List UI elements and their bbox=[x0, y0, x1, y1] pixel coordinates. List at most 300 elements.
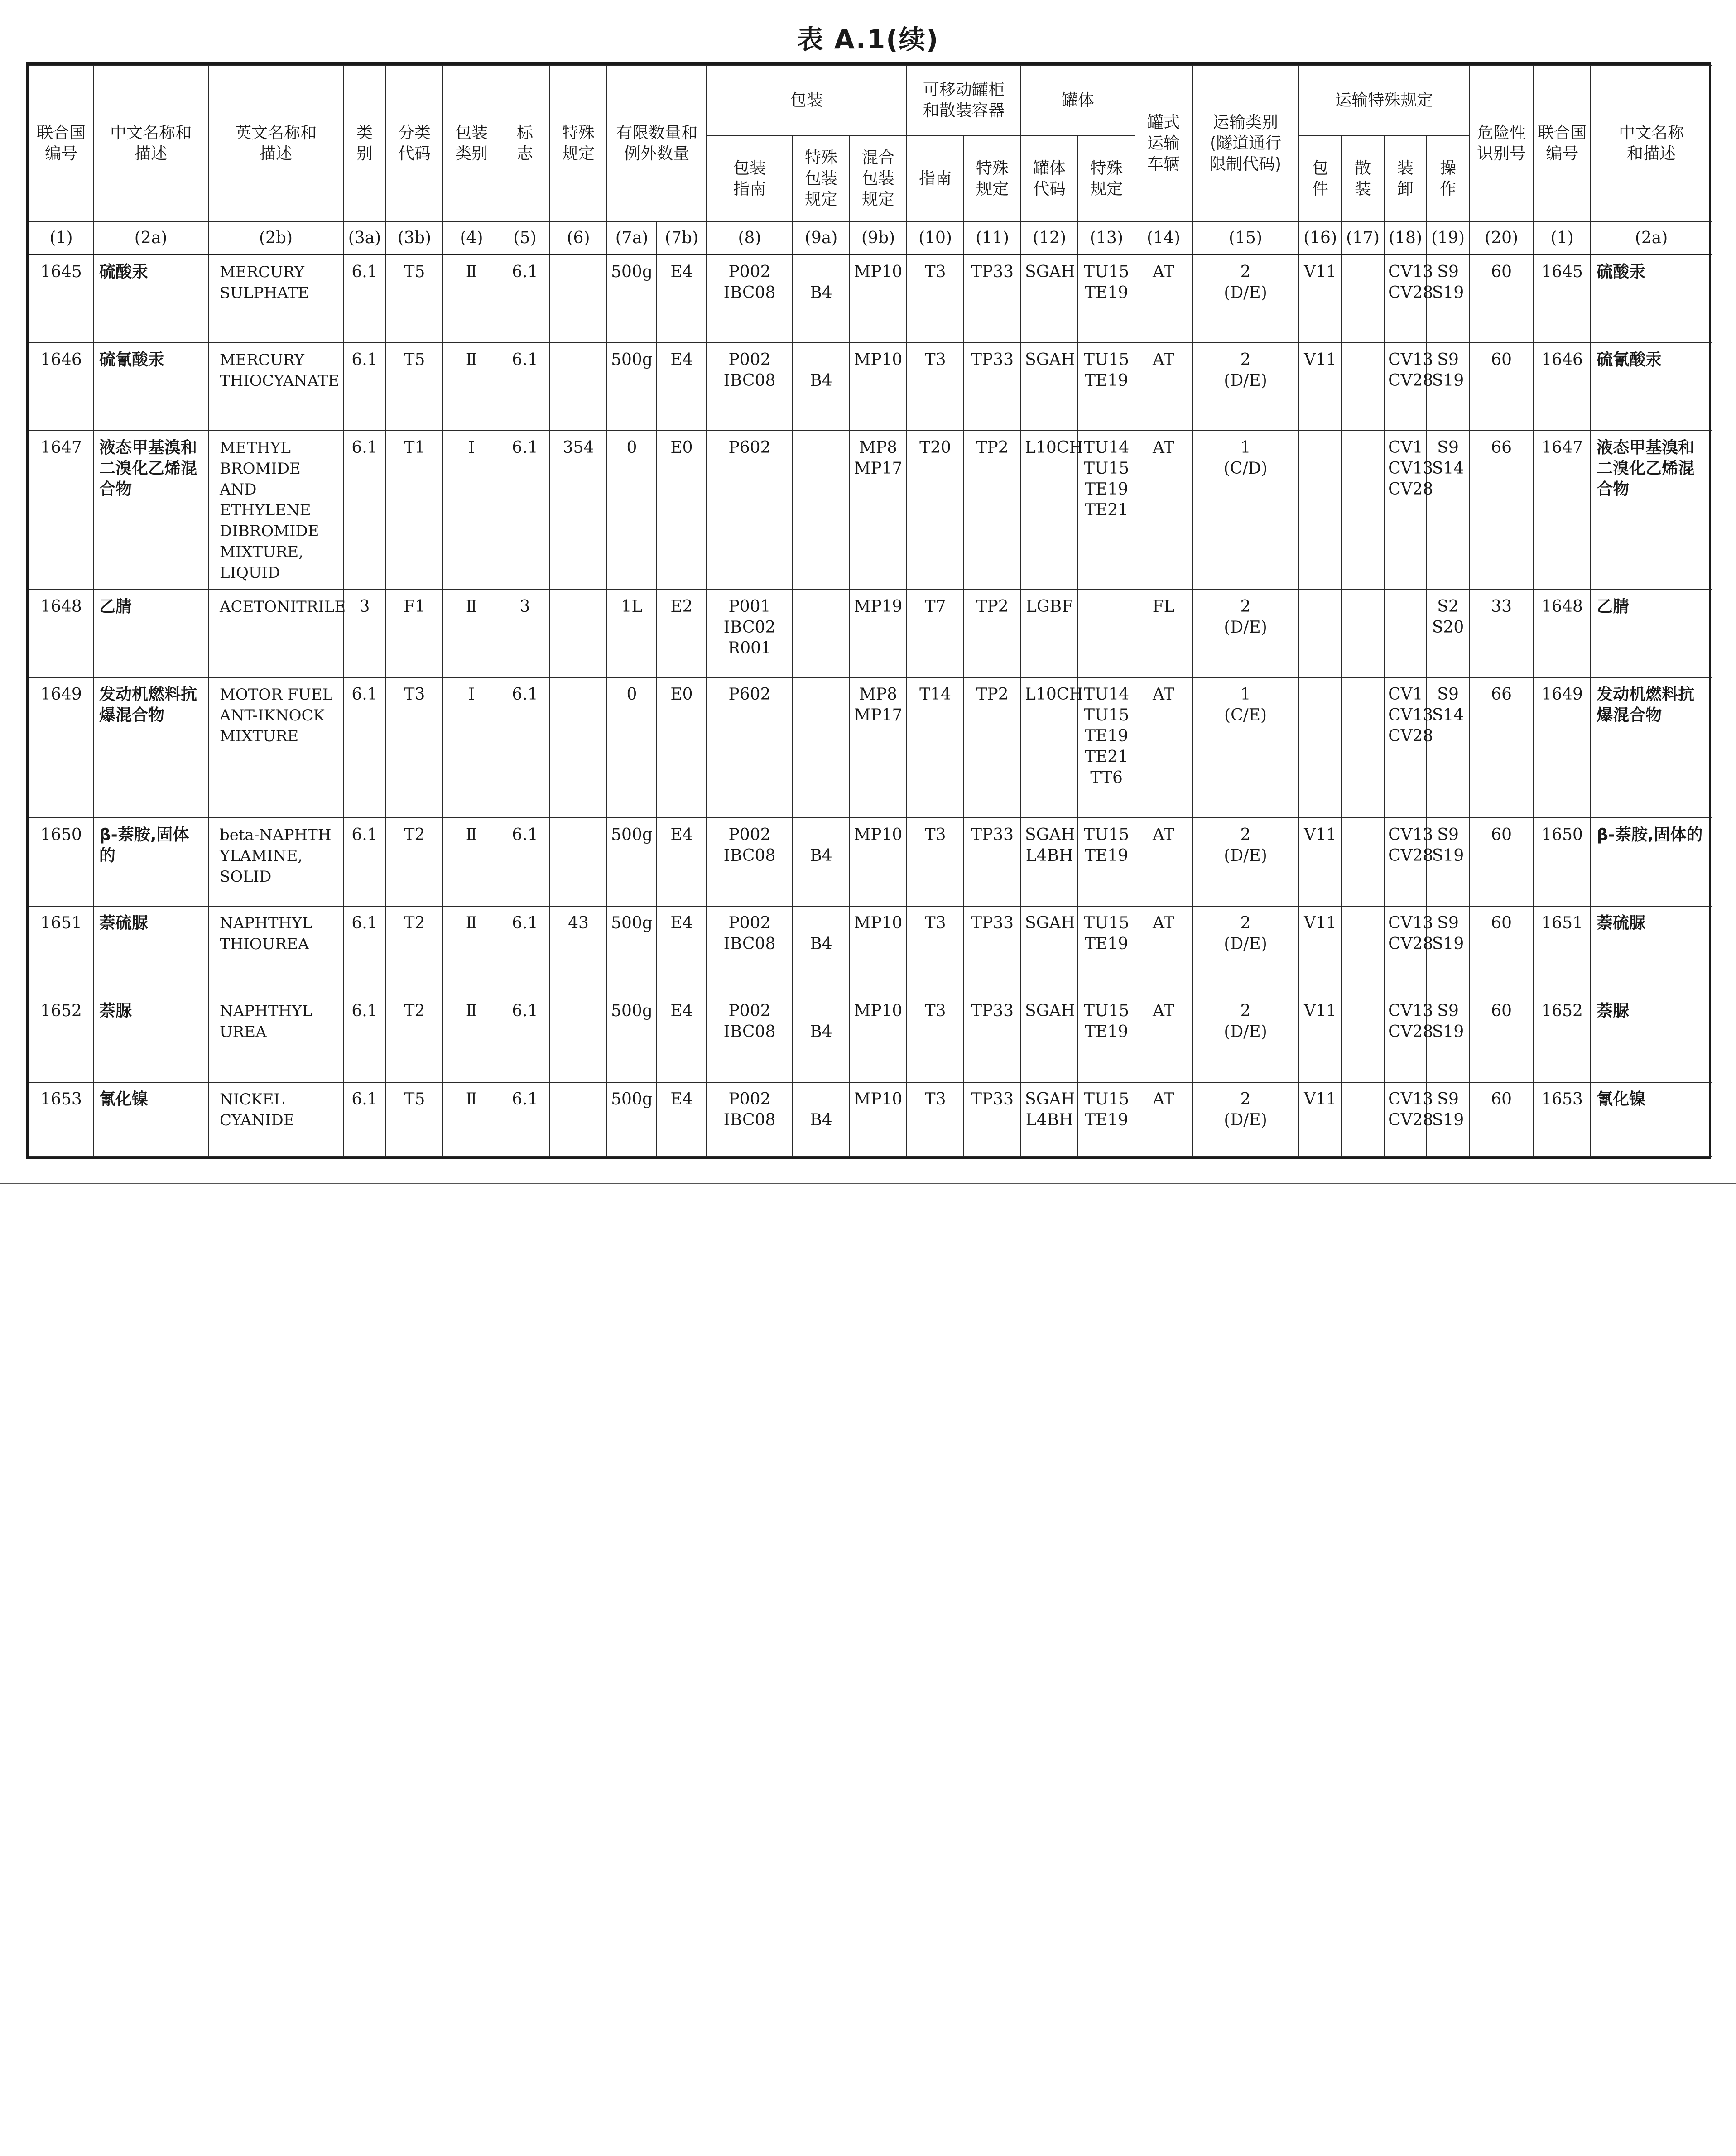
table-cell-c19: S9 S19 bbox=[1427, 343, 1469, 431]
table-cell-c4: Ⅱ bbox=[443, 818, 500, 906]
table-cell-c20: 60 bbox=[1469, 818, 1534, 906]
column-number: (10) bbox=[907, 222, 964, 254]
table-cell-en: NICKEL CYANIDE bbox=[208, 1082, 343, 1157]
table-cell-c3a: 3 bbox=[343, 590, 386, 678]
header-portable-instructions: 指南 bbox=[907, 136, 964, 222]
table-cell-c18 bbox=[1384, 590, 1427, 678]
table-cell-un-r: 1653 bbox=[1534, 1082, 1591, 1157]
header-operation: 操 作 bbox=[1427, 136, 1469, 222]
table-cell-c9a: B4 bbox=[793, 906, 850, 994]
table-cell-c16: V11 bbox=[1299, 818, 1342, 906]
table-cell-en: NAPHTHYL THIOUREA bbox=[208, 906, 343, 994]
table-row bbox=[29, 254, 1712, 343]
table-cell-c7a: 500g bbox=[607, 254, 657, 343]
table-cell-c12: SGAH L4BH bbox=[1021, 818, 1078, 906]
table-cell-un-r: 1646 bbox=[1534, 343, 1591, 431]
header-transport-category: 运输类别 (隧道通行 限制代码) bbox=[1192, 65, 1299, 222]
table-cell-c13: TU15 TE19 bbox=[1078, 818, 1135, 906]
table-cell-c7b: E0 bbox=[657, 677, 707, 818]
table-cell-c7a: 500g bbox=[607, 906, 657, 994]
column-number: (18) bbox=[1384, 222, 1427, 254]
column-number: (7b) bbox=[657, 222, 707, 254]
table-cell-c8: P002 IBC08 bbox=[707, 1082, 793, 1157]
table-cell-c20: 60 bbox=[1469, 254, 1534, 343]
table-cell-c6: 354 bbox=[550, 431, 607, 590]
table-cell-c3a: 6.1 bbox=[343, 677, 386, 818]
table-cell-c20: 33 bbox=[1469, 590, 1534, 678]
table-cell-cn-r: β-萘胺,固体的 bbox=[1591, 818, 1712, 906]
column-number: (11) bbox=[964, 222, 1021, 254]
table-cell-en: MERCURY THIOCYANATE bbox=[208, 343, 343, 431]
table-cell-c6 bbox=[550, 590, 607, 678]
table-cell-cn-r: 萘硫脲 bbox=[1591, 906, 1712, 994]
table-cell-cn-r: 萘脲 bbox=[1591, 994, 1712, 1082]
table-cell-c7b: E4 bbox=[657, 818, 707, 906]
table-cell-c15: 2 (D/E) bbox=[1192, 590, 1299, 678]
column-number: (4) bbox=[443, 222, 500, 254]
column-number: (1) bbox=[29, 222, 93, 254]
column-number: (3b) bbox=[386, 222, 443, 254]
column-number: (2a) bbox=[93, 222, 208, 254]
table-cell-c3b: T2 bbox=[386, 994, 443, 1082]
header-limited-quantities: 有限数量和 例外数量 bbox=[607, 65, 707, 222]
table-cell-un-r: 1648 bbox=[1534, 590, 1591, 678]
table-cell-c17 bbox=[1342, 343, 1384, 431]
header-class: 类 别 bbox=[343, 65, 386, 222]
table-cell-c3a: 6.1 bbox=[343, 254, 386, 343]
header-portable-tanks: 可移动罐柜 和散装容器 bbox=[907, 65, 1021, 136]
table-cell-c12: SGAH bbox=[1021, 343, 1078, 431]
table-cell-c19: S9 S19 bbox=[1427, 818, 1469, 906]
table-cell-c9a: B4 bbox=[793, 254, 850, 343]
table-cell-c9b: MP8 MP17 bbox=[850, 431, 907, 590]
table-cell-c11: TP2 bbox=[964, 590, 1021, 678]
table-cell-c13: TU15 TE19 bbox=[1078, 1082, 1135, 1157]
column-number: (2b) bbox=[208, 222, 343, 254]
column-number: (9b) bbox=[850, 222, 907, 254]
table-cell-c14: FL bbox=[1135, 590, 1192, 678]
table-cell-en: MERCURY SULPHATE bbox=[208, 254, 343, 343]
table-cell-c3a: 6.1 bbox=[343, 994, 386, 1082]
table-cell-un: 1648 bbox=[29, 590, 93, 678]
table-cell-c10: T7 bbox=[907, 590, 964, 678]
table-cell-cn: 硫氰酸汞 bbox=[93, 343, 208, 431]
table-cell-cn-r: 乙腈 bbox=[1591, 590, 1712, 678]
table-cell-c5: 6.1 bbox=[500, 1082, 550, 1157]
table-cell-cn: 萘硫脲 bbox=[93, 906, 208, 994]
table-cell-cn-r: 硫氰酸汞 bbox=[1591, 343, 1712, 431]
table-cell-un-r: 1647 bbox=[1534, 431, 1591, 590]
table-cell-c15: 1 (C/E) bbox=[1192, 677, 1299, 818]
table-cell-c20: 60 bbox=[1469, 906, 1534, 994]
table-cell-c13: TU14 TU15 TE19 TE21 TT6 bbox=[1078, 677, 1135, 818]
table-cell-c16 bbox=[1299, 590, 1342, 678]
table-cell-c11: TP33 bbox=[964, 1082, 1021, 1157]
table-cell-cn-r: 发动机燃料抗爆混合物 bbox=[1591, 677, 1712, 818]
column-number: (12) bbox=[1021, 222, 1078, 254]
table-cell-c9a bbox=[793, 677, 850, 818]
table-cell-c12: SGAH bbox=[1021, 906, 1078, 994]
table-cell-c8: P001 IBC02 R001 bbox=[707, 590, 793, 678]
table-cell-c18: CV13 CV28 bbox=[1384, 994, 1427, 1082]
table-cell-c9b: MP19 bbox=[850, 590, 907, 678]
column-number: (15) bbox=[1192, 222, 1299, 254]
table-cell-c5: 3 bbox=[500, 590, 550, 678]
table-cell-c8: P602 bbox=[707, 677, 793, 818]
table-cell-c19: S9 S19 bbox=[1427, 1082, 1469, 1157]
table-cell-un-r: 1652 bbox=[1534, 994, 1591, 1082]
table-row bbox=[29, 1082, 1712, 1157]
table-cell-c5: 6.1 bbox=[500, 818, 550, 906]
column-number: (19) bbox=[1427, 222, 1469, 254]
column-number: (2a) bbox=[1591, 222, 1712, 254]
table-cell-c16: V11 bbox=[1299, 906, 1342, 994]
table-cell-cn: 萘脲 bbox=[93, 994, 208, 1082]
table-cell-c9a bbox=[793, 431, 850, 590]
table-cell-c10: T3 bbox=[907, 1082, 964, 1157]
table-cell-c17 bbox=[1342, 818, 1384, 906]
table-cell-c15: 2 (D/E) bbox=[1192, 343, 1299, 431]
table-cell-c17 bbox=[1342, 254, 1384, 343]
table-cell-un: 1647 bbox=[29, 431, 93, 590]
column-number: (13) bbox=[1078, 222, 1135, 254]
table-cell-c19: S9 S19 bbox=[1427, 254, 1469, 343]
table-cell-c15: 2 (D/E) bbox=[1192, 1082, 1299, 1157]
table-cell-c20: 60 bbox=[1469, 343, 1534, 431]
table-cell-c15: 2 (D/E) bbox=[1192, 818, 1299, 906]
header-special-packing-provisions: 特殊 包装 规定 bbox=[793, 136, 850, 222]
table-cell-c16 bbox=[1299, 677, 1342, 818]
table-cell-c5: 6.1 bbox=[500, 677, 550, 818]
table-cell-c20: 60 bbox=[1469, 994, 1534, 1082]
table-cell-c4: Ⅰ bbox=[443, 431, 500, 590]
table-cell-en: beta-NAPHTH YLAMINE, SOLID bbox=[208, 818, 343, 906]
table-cell-c18: CV1 CV13 CV28 bbox=[1384, 431, 1427, 590]
header-classification-code: 分类 代码 bbox=[386, 65, 443, 222]
table-cell-c9b: MP10 bbox=[850, 994, 907, 1082]
table-cell-c10: T3 bbox=[907, 906, 964, 994]
header-special-provisions: 特殊 规定 bbox=[550, 65, 607, 222]
table-cell-c3a: 6.1 bbox=[343, 343, 386, 431]
dangerous-goods-table bbox=[29, 65, 1712, 1157]
table-cell-c16 bbox=[1299, 431, 1342, 590]
table-cell-c12: SGAH bbox=[1021, 994, 1078, 1082]
table-cell-c3b: T5 bbox=[386, 343, 443, 431]
table-cell-c7b: E0 bbox=[657, 431, 707, 590]
page-bottom-rule bbox=[0, 1183, 1736, 1184]
table-cell-c8: P002 IBC08 bbox=[707, 254, 793, 343]
header-special-transport-provisions: 运输特殊规定 bbox=[1299, 65, 1469, 136]
table-cell-un-r: 1649 bbox=[1534, 677, 1591, 818]
table-cell-c7b: E4 bbox=[657, 906, 707, 994]
header-packing-group: 包装 类别 bbox=[443, 65, 500, 222]
table-cell-c3a: 6.1 bbox=[343, 818, 386, 906]
table-cell-c13: TU15 TE19 bbox=[1078, 254, 1135, 343]
table-cell-un: 1649 bbox=[29, 677, 93, 818]
table-cell-c17 bbox=[1342, 431, 1384, 590]
header-hazard-id: 危险性 识别号 bbox=[1469, 65, 1534, 222]
table-row bbox=[29, 431, 1712, 590]
table-cell-c7a: 1L bbox=[607, 590, 657, 678]
table-cell-en: NAPHTHYL UREA bbox=[208, 994, 343, 1082]
table-cell-c4: Ⅱ bbox=[443, 906, 500, 994]
table-cell-c14: AT bbox=[1135, 818, 1192, 906]
table-cell-c15: 1 (C/D) bbox=[1192, 431, 1299, 590]
table-cell-c7a: 0 bbox=[607, 431, 657, 590]
table-cell-c10: T3 bbox=[907, 818, 964, 906]
header-packing-instructions: 包装 指南 bbox=[707, 136, 793, 222]
header-packaging-group: 包装 bbox=[707, 65, 907, 136]
header-loading-unloading: 装 卸 bbox=[1384, 136, 1427, 222]
table-cell-c15: 2 (D/E) bbox=[1192, 254, 1299, 343]
table-cell-c12: SGAH L4BH bbox=[1021, 1082, 1078, 1157]
table-cell-c7a: 500g bbox=[607, 1082, 657, 1157]
table-cell-c19: S9 S14 bbox=[1427, 677, 1469, 818]
table-row bbox=[29, 818, 1712, 906]
table-cell-c4: Ⅱ bbox=[443, 994, 500, 1082]
table-row bbox=[29, 994, 1712, 1082]
table-cell-c18: CV13 CV28 bbox=[1384, 906, 1427, 994]
header-chinese-name: 中文名称和 描述 bbox=[93, 65, 208, 222]
table-cell-c8: P002 IBC08 bbox=[707, 818, 793, 906]
table-cell-c14: AT bbox=[1135, 677, 1192, 818]
table-cell-c17 bbox=[1342, 994, 1384, 1082]
table-cell-c13: TU15 TE19 bbox=[1078, 906, 1135, 994]
table-cell-c3b: T2 bbox=[386, 906, 443, 994]
header-un-number: 联合国 编号 bbox=[29, 65, 93, 222]
header-tank-vehicle: 罐式 运输 车辆 bbox=[1135, 65, 1192, 222]
column-number: (6) bbox=[550, 222, 607, 254]
table-cell-c13: TU15 TE19 bbox=[1078, 994, 1135, 1082]
table-cell-c5: 6.1 bbox=[500, 906, 550, 994]
table-cell-c13 bbox=[1078, 590, 1135, 678]
table-cell-cn: β-萘胺,固体的 bbox=[93, 818, 208, 906]
table-cell-c9a: B4 bbox=[793, 994, 850, 1082]
table-cell-un: 1652 bbox=[29, 994, 93, 1082]
table-cell-c15: 2 (D/E) bbox=[1192, 994, 1299, 1082]
table-cell-c16: V11 bbox=[1299, 343, 1342, 431]
table-cell-c9a bbox=[793, 590, 850, 678]
table-row bbox=[29, 677, 1712, 818]
table-cell-c3b: T3 bbox=[386, 677, 443, 818]
table-cell-c19: S9 S19 bbox=[1427, 906, 1469, 994]
table-cell-c8: P002 IBC08 bbox=[707, 906, 793, 994]
table-cell-c6 bbox=[550, 1082, 607, 1157]
table-cell-c7b: E2 bbox=[657, 590, 707, 678]
table-cell-c7a: 500g bbox=[607, 994, 657, 1082]
table-cell-c19: S2 S20 bbox=[1427, 590, 1469, 678]
table-cell-c7b: E4 bbox=[657, 254, 707, 343]
table-cell-c4: Ⅱ bbox=[443, 590, 500, 678]
table-cell-c20: 60 bbox=[1469, 1082, 1534, 1157]
table-cell-c13: TU14 TU15 TE19 TE21 bbox=[1078, 431, 1135, 590]
table-cell-c15: 2 (D/E) bbox=[1192, 906, 1299, 994]
table-cell-en: MOTOR FUEL ANT-IKNOCK MIXTURE bbox=[208, 677, 343, 818]
table-cell-c14: AT bbox=[1135, 994, 1192, 1082]
table-row bbox=[29, 343, 1712, 431]
page-title: 表 A.1(续) bbox=[797, 24, 939, 55]
table-cell-c18: CV13 CV28 bbox=[1384, 818, 1427, 906]
table-cell-c5: 6.1 bbox=[500, 994, 550, 1082]
table-cell-c3b: T1 bbox=[386, 431, 443, 590]
table-cell-c11: TP33 bbox=[964, 818, 1021, 906]
table-cell-c6 bbox=[550, 343, 607, 431]
table-cell-c19: S9 S14 bbox=[1427, 431, 1469, 590]
column-number: (16) bbox=[1299, 222, 1342, 254]
table-cell-c9b: MP10 bbox=[850, 254, 907, 343]
table-cell-c12: L10CH bbox=[1021, 431, 1078, 590]
table-cell-c9a: B4 bbox=[793, 1082, 850, 1157]
table-cell-c10: T3 bbox=[907, 343, 964, 431]
table-cell-c6 bbox=[550, 818, 607, 906]
table-cell-c6 bbox=[550, 994, 607, 1082]
table-cell-c3a: 6.1 bbox=[343, 431, 386, 590]
table-cell-c11: TP33 bbox=[964, 994, 1021, 1082]
header-tank-special-provisions: 特殊 规定 bbox=[1078, 136, 1135, 222]
table-cell-c13: TU15 TE19 bbox=[1078, 343, 1135, 431]
table-cell-cn-r: 氰化镍 bbox=[1591, 1082, 1712, 1157]
table-cell-c12: LGBF bbox=[1021, 590, 1078, 678]
table-cell-c7a: 500g bbox=[607, 343, 657, 431]
table-cell-c11: TP33 bbox=[964, 254, 1021, 343]
table-cell-un: 1653 bbox=[29, 1082, 93, 1157]
table-cell-c3b: T5 bbox=[386, 1082, 443, 1157]
table-cell-c4: Ⅱ bbox=[443, 343, 500, 431]
column-number: (7a) bbox=[607, 222, 657, 254]
table-cell-cn: 液态甲基溴和二溴化乙烯混合物 bbox=[93, 431, 208, 590]
table-cell-cn: 硫酸汞 bbox=[93, 254, 208, 343]
table-cell-c18: CV13 CV28 bbox=[1384, 254, 1427, 343]
table-cell-c8: P002 IBC08 bbox=[707, 994, 793, 1082]
header-tank-code: 罐体 代码 bbox=[1021, 136, 1078, 222]
column-number: (5) bbox=[500, 222, 550, 254]
table-cell-c5: 6.1 bbox=[500, 343, 550, 431]
table-cell-c7b: E4 bbox=[657, 994, 707, 1082]
table-cell-c20: 66 bbox=[1469, 677, 1534, 818]
table-cell-c3b: T5 bbox=[386, 254, 443, 343]
table-cell-c4: Ⅰ bbox=[443, 677, 500, 818]
column-number: (9a) bbox=[793, 222, 850, 254]
table-cell-c8: P002 IBC08 bbox=[707, 343, 793, 431]
table-cell-un-r: 1650 bbox=[1534, 818, 1591, 906]
table-cell-c14: AT bbox=[1135, 254, 1192, 343]
table-cell-c10: T3 bbox=[907, 994, 964, 1082]
table-cell-c7b: E4 bbox=[657, 343, 707, 431]
table-cell-c9a: B4 bbox=[793, 343, 850, 431]
table-cell-c18: CV13 CV28 bbox=[1384, 1082, 1427, 1157]
table-cell-un: 1646 bbox=[29, 343, 93, 431]
table-row bbox=[29, 590, 1712, 678]
table-cell-c18: CV1 CV13 CV28 bbox=[1384, 677, 1427, 818]
table-cell-c11: TP2 bbox=[964, 677, 1021, 818]
column-number: (17) bbox=[1342, 222, 1384, 254]
table-cell-un-r: 1651 bbox=[1534, 906, 1591, 994]
table-cell-c9b: MP10 bbox=[850, 818, 907, 906]
table-cell-c11: TP33 bbox=[964, 343, 1021, 431]
table-cell-cn: 氰化镍 bbox=[93, 1082, 208, 1157]
table-cell-c8: P602 bbox=[707, 431, 793, 590]
header-english-name: 英文名称和 描述 bbox=[208, 65, 343, 222]
data-table-frame bbox=[26, 62, 1711, 1159]
table-cell-cn-r: 液态甲基溴和二溴化乙烯混合物 bbox=[1591, 431, 1712, 590]
table-cell-c3b: T2 bbox=[386, 818, 443, 906]
table-cell-cn: 发动机燃料抗爆混合物 bbox=[93, 677, 208, 818]
header-mixed-packing-provisions: 混合 包装 规定 bbox=[850, 136, 907, 222]
table-cell-un: 1650 bbox=[29, 818, 93, 906]
table-cell-c9a: B4 bbox=[793, 818, 850, 906]
table-cell-c6 bbox=[550, 677, 607, 818]
table-cell-en: METHYL BROMIDE AND ETHYLENE DIBROMIDE MIXTURE, LIQUID bbox=[208, 431, 343, 590]
table-cell-en: ACETONITRILE bbox=[208, 590, 343, 678]
table-cell-c12: SGAH bbox=[1021, 254, 1078, 343]
table-cell-c10: T20 bbox=[907, 431, 964, 590]
header-portable-special-provisions: 特殊 规定 bbox=[964, 136, 1021, 222]
table-cell-c4: Ⅱ bbox=[443, 1082, 500, 1157]
table-cell-c18: CV13 CV28 bbox=[1384, 343, 1427, 431]
table-cell-c4: Ⅱ bbox=[443, 254, 500, 343]
table-cell-un: 1645 bbox=[29, 254, 93, 343]
table-cell-c16: V11 bbox=[1299, 1082, 1342, 1157]
table-cell-c17 bbox=[1342, 906, 1384, 994]
table-cell-c9b: MP8 MP17 bbox=[850, 677, 907, 818]
table-cell-c16: V11 bbox=[1299, 254, 1342, 343]
table-cell-c19: S9 S19 bbox=[1427, 994, 1469, 1082]
table-cell-c7b: E4 bbox=[657, 1082, 707, 1157]
table-cell-c17 bbox=[1342, 677, 1384, 818]
header-packages: 包 件 bbox=[1299, 136, 1342, 222]
table-cell-cn-r: 硫酸汞 bbox=[1591, 254, 1712, 343]
table-row bbox=[29, 906, 1712, 994]
table-cell-c6 bbox=[550, 254, 607, 343]
column-number: (3a) bbox=[343, 222, 386, 254]
table-cell-c3a: 6.1 bbox=[343, 906, 386, 994]
table-cell-c7a: 500g bbox=[607, 818, 657, 906]
column-number: (1) bbox=[1534, 222, 1591, 254]
header-tanks: 罐体 bbox=[1021, 65, 1135, 136]
header-label: 标 志 bbox=[500, 65, 550, 222]
table-cell-c10: T14 bbox=[907, 677, 964, 818]
table-cell-c14: AT bbox=[1135, 343, 1192, 431]
table-cell-c20: 66 bbox=[1469, 431, 1534, 590]
table-cell-c10: T3 bbox=[907, 254, 964, 343]
column-number: (14) bbox=[1135, 222, 1192, 254]
table-cell-c5: 6.1 bbox=[500, 254, 550, 343]
table-cell-cn: 乙腈 bbox=[93, 590, 208, 678]
table-cell-c14: AT bbox=[1135, 1082, 1192, 1157]
table-cell-c11: TP2 bbox=[964, 431, 1021, 590]
table-cell-c9b: MP10 bbox=[850, 343, 907, 431]
table-cell-un: 1651 bbox=[29, 906, 93, 994]
table-cell-c6: 43 bbox=[550, 906, 607, 994]
table-cell-c16: V11 bbox=[1299, 994, 1342, 1082]
table-cell-c9b: MP10 bbox=[850, 906, 907, 994]
table-cell-c3a: 6.1 bbox=[343, 1082, 386, 1157]
table-cell-c5: 6.1 bbox=[500, 431, 550, 590]
table-cell-c14: AT bbox=[1135, 431, 1192, 590]
table-cell-c3b: F1 bbox=[386, 590, 443, 678]
column-number: (20) bbox=[1469, 222, 1534, 254]
header-bulk: 散 装 bbox=[1342, 136, 1384, 222]
header-chinese-name-right: 中文名称 和描述 bbox=[1591, 65, 1712, 222]
table-cell-c11: TP33 bbox=[964, 906, 1021, 994]
header-un-number-right: 联合国 编号 bbox=[1534, 65, 1591, 222]
table-cell-c17 bbox=[1342, 1082, 1384, 1157]
table-cell-c7a: 0 bbox=[607, 677, 657, 818]
column-number: (8) bbox=[707, 222, 793, 254]
table-cell-c17 bbox=[1342, 590, 1384, 678]
table-cell-c14: AT bbox=[1135, 906, 1192, 994]
table-cell-c9b: MP10 bbox=[850, 1082, 907, 1157]
